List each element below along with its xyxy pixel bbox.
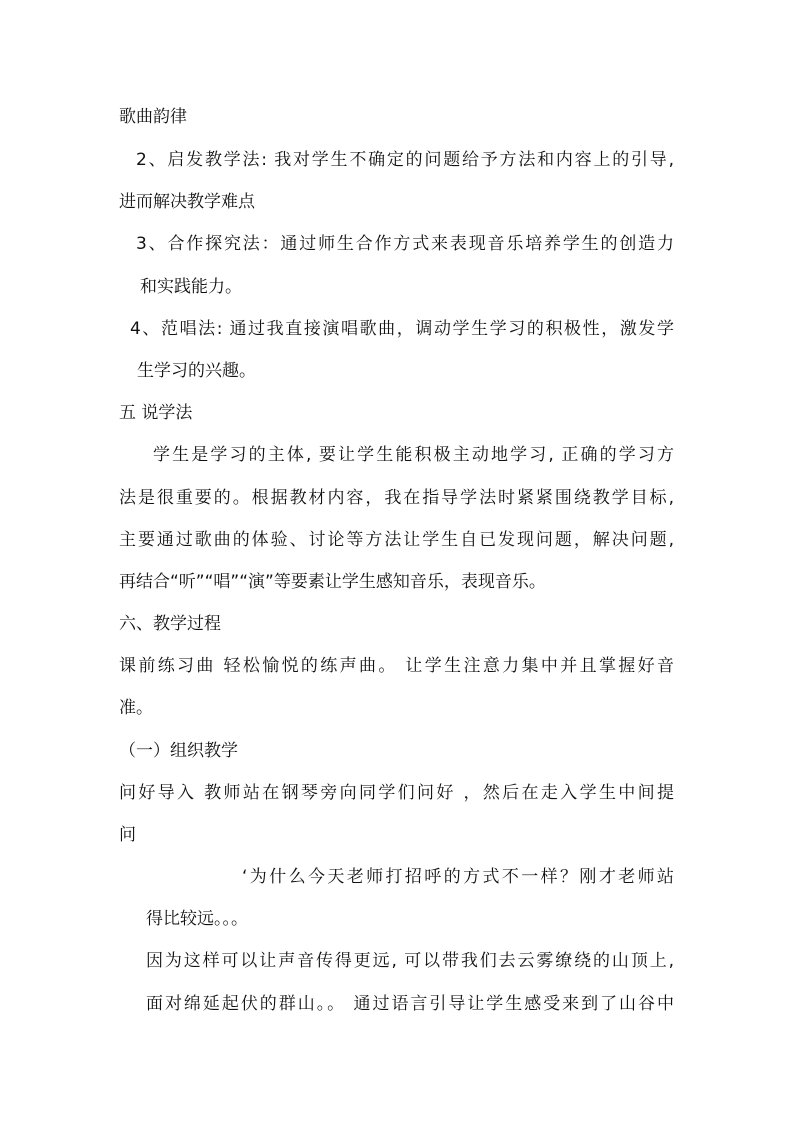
section-heading: 五 说学法 (119, 403, 193, 423)
text-line: 面对绵延起伏的群山。。 通过语言引导让学生感受来到了山谷中 (146, 994, 674, 1014)
text-line: 准。 (119, 698, 153, 718)
text-line: 再结合“听”“唱”“演”等要素让学生感知音乐，表现音乐。 (119, 572, 546, 592)
text-line: ‘为什么今天老师打招呼的方式不一样？刚才老师站 (242, 867, 674, 887)
text-line: 2、启发教学法: 我对学生不确定的问题给予方法和内容上的引导, (136, 150, 674, 170)
text-line: 问 (119, 825, 136, 845)
subsection-heading: （一）组织教学 (119, 741, 238, 761)
text-line: 和实践能力。 (140, 277, 242, 297)
text-line: 生学习的兴趣。 (137, 361, 256, 381)
text-line: 课前练习曲 轻松愉悦的练声曲。 让学生注意力集中并且掌握好音 (119, 656, 674, 676)
text-line: 法是很重要的。根据教材内容，我在指导学法时紧紧围绕教学目标, (119, 488, 674, 508)
text-line: 得比较远。。。 (146, 909, 248, 929)
text-line: 3、合作探究法：通过师生合作方式来表现音乐培养学生的创造力 (136, 234, 674, 254)
text-line: 学生是学习的主体, 要让学生能积极主动地学习, 正确的学习方 (153, 445, 674, 465)
text-line: 问好导入 教师站在钢琴旁向同学们问好 ，然后在走入学生中间提 (119, 783, 674, 803)
text-line: 歌曲韵律 (119, 107, 187, 127)
text-line: 4、范唱法: 通过我直接演唱歌曲，调动学生学习的积极性，激发学 (130, 319, 674, 339)
text-line: 主要通过歌曲的体验、讨论等方法让学生自已发现问题，解决问题, (119, 530, 674, 550)
text-line: 进而解决教学难点 (119, 192, 255, 212)
section-heading: 六、教学过程 (119, 614, 221, 634)
text-line: 因为这样可以让声音传得更远, 可以带我们去云雾缭绕的山顶上, (146, 951, 674, 971)
